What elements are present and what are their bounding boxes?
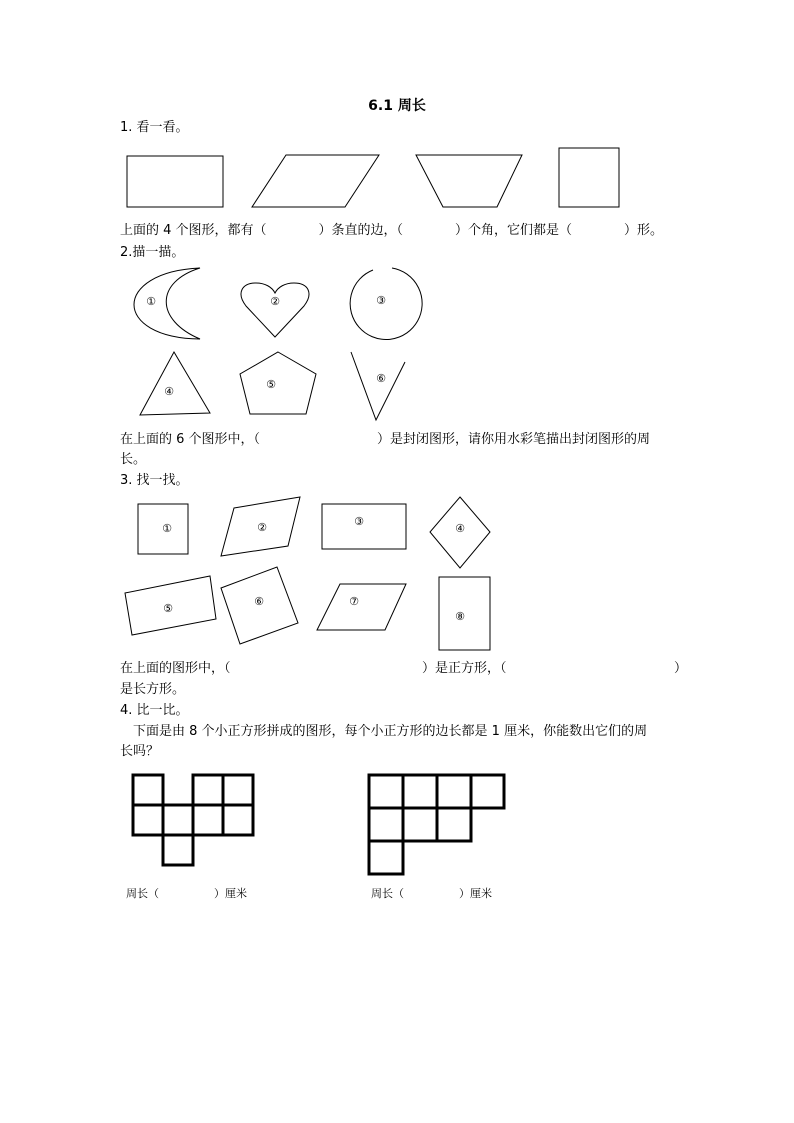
shape-label: ⑤ [266,378,276,391]
shape-label: ③ [354,515,364,528]
shape-label: ③ [376,294,386,307]
shape-label: ④ [164,385,174,398]
section1-question: 上面的 4 个图形，都有（ ）条直的边，（ ）个角，它们都是（ ）形。 [120,223,664,238]
shape-label: ④ [455,522,465,535]
shape-label: ① [162,522,172,535]
section2-question-line1: 在上面的 6 个图形中，（ ）是封闭图形，请你用水彩笔描出封闭图形的周 [120,432,651,447]
section3-question-a: 在上面的图形中，（ [120,661,231,676]
section3-question-b: ）是正方形，（ [422,661,507,676]
section2-question-line2: 长。 [120,452,147,467]
shape-label: ⑥ [376,372,386,385]
perimeter-answer-right: 周长（ ）厘米 [371,887,492,900]
section2-heading: 2.描一描。 [120,245,185,260]
shape-label: ② [270,295,280,308]
shape-label: ⑤ [163,602,173,615]
section1-heading: 1. 看一看。 [120,120,189,135]
right-grid-figure [369,775,504,874]
shape-label: ② [257,521,267,534]
section4-description-line1: 下面是由 8 个小正方形拼成的图形，每个小正方形的边长都是 1 厘米，你能数出它们的周 [133,724,648,739]
section4-description-line2: 长吗？ [120,744,160,759]
page-title: 6.1 周长 [368,98,426,114]
shape-label: ① [146,295,156,308]
section4-heading: 4. 比一比。 [120,703,189,718]
perimeter-answer-left: 周长（ ）厘米 [126,887,247,900]
shape-label: ⑧ [455,610,465,623]
section3-question-line2: 是长方形。 [120,682,186,697]
section3-heading: 3. 找一找。 [120,473,189,488]
shape-label: ⑦ [349,595,359,608]
section3-question-c: ） [674,661,688,676]
left-grid-figure [133,775,253,865]
shape-label: ⑥ [254,595,264,608]
